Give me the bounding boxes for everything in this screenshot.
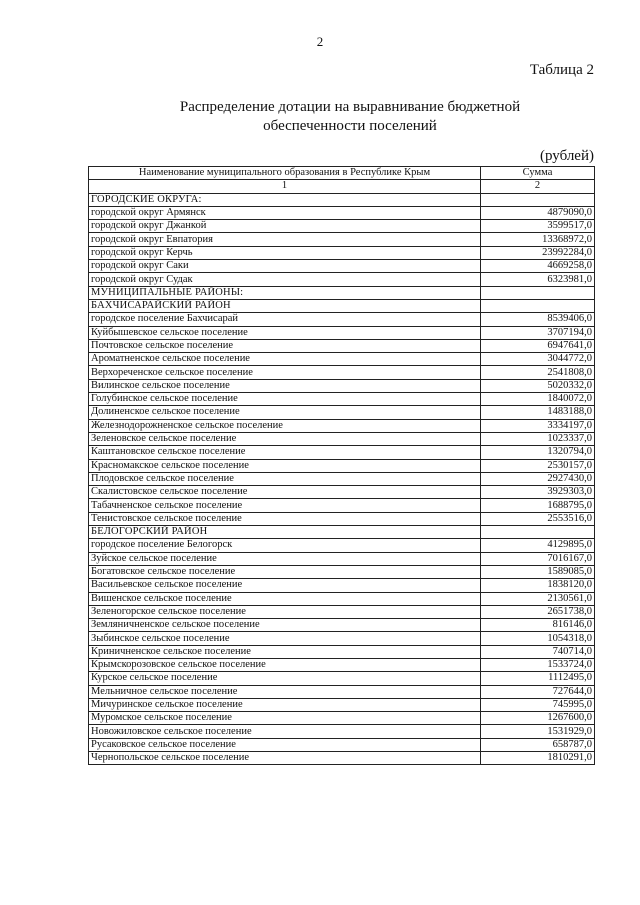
column-number-sum: 2	[481, 180, 595, 193]
subsidy-amount: 3707194,0	[481, 326, 595, 339]
table-row	[89, 619, 595, 632]
table-row	[89, 393, 595, 406]
table-row	[89, 712, 595, 725]
municipality-name: городское поселение Бахчисарай	[89, 313, 481, 326]
table-row	[89, 353, 595, 366]
subsidy-amount: 727644,0	[481, 685, 595, 698]
table-row	[89, 419, 595, 432]
table-row	[89, 366, 595, 379]
subsidy-amount: 1840072,0	[481, 393, 595, 406]
column-header-sum: Сумма	[481, 167, 595, 180]
subsidy-amount: 1589085,0	[481, 565, 595, 578]
page-number: 2	[316, 34, 324, 49]
section-title: БАХЧИСАРАЙСКИЙ РАЙОН	[89, 299, 481, 312]
municipality-name: Голубинское сельское поселение	[89, 393, 481, 406]
table-row	[89, 645, 595, 658]
municipality-name: городской округ Армянск	[89, 206, 481, 219]
table-row	[89, 339, 595, 352]
table-row	[89, 499, 595, 512]
table-row	[89, 379, 595, 392]
municipality-name: Табачненское сельское поселение	[89, 499, 481, 512]
table-row	[89, 605, 595, 618]
table-row	[89, 472, 595, 485]
municipality-name: Богатовское сельское поселение	[89, 565, 481, 578]
subsidy-amount: 4129895,0	[481, 539, 595, 552]
section-title: МУНИЦИПАЛЬНЫЕ РАЙОНЫ:	[89, 286, 481, 299]
municipality-name: Земляничненское сельское поселение	[89, 619, 481, 632]
subsidy-amount: 8539406,0	[481, 313, 595, 326]
subsidy-amount: 6947641,0	[481, 339, 595, 352]
table-row	[89, 539, 595, 552]
municipality-name: Зуйское сельское поселение	[89, 552, 481, 565]
subsidy-amount: 23992284,0	[481, 246, 595, 259]
table-row	[89, 326, 595, 339]
table-row	[89, 592, 595, 605]
section-row	[89, 286, 595, 299]
municipality-name: Русаковское сельское поселение	[89, 738, 481, 751]
subsidy-amount: 1531929,0	[481, 725, 595, 738]
subsidy-amount: 3334197,0	[481, 419, 595, 432]
table-row	[89, 565, 595, 578]
table-row	[89, 246, 595, 259]
table-row	[89, 579, 595, 592]
subsidy-amount: 2130561,0	[481, 592, 595, 605]
municipality-name: Ароматненское сельское поселение	[89, 353, 481, 366]
table-row	[89, 672, 595, 685]
municipality-name: Васильевское сельское поселение	[89, 579, 481, 592]
municipality-name: городской округ Саки	[89, 260, 481, 273]
table-row	[89, 446, 595, 459]
municipality-name: Тенистовское сельское поселение	[89, 512, 481, 525]
document-title	[90, 98, 610, 136]
municipality-name: Верхореченское сельское поселение	[89, 366, 481, 379]
section-sum-cell	[481, 193, 595, 206]
subsidy-amount: 1533724,0	[481, 658, 595, 671]
municipality-name: Куйбышевское сельское поселение	[89, 326, 481, 339]
subsidy-table	[88, 166, 595, 765]
municipality-name: Новожиловское сельское поселение	[89, 725, 481, 738]
municipality-name: Долиненское сельское поселение	[89, 406, 481, 419]
municipality-name: городской округ Джанкой	[89, 220, 481, 233]
section-row	[89, 526, 595, 539]
municipality-name: Зыбинское сельское поселение	[89, 632, 481, 645]
section-sum-cell	[481, 286, 595, 299]
subsidy-amount: 3599517,0	[481, 220, 595, 233]
subsidy-amount: 2541808,0	[481, 366, 595, 379]
table-row	[89, 552, 595, 565]
municipality-name: Криничненское сельское поселение	[89, 645, 481, 658]
municipality-name: Каштановское сельское поселение	[89, 446, 481, 459]
subsidy-amount: 740714,0	[481, 645, 595, 658]
subsidy-amount: 13368972,0	[481, 233, 595, 246]
title-line-1: Распределение дотации на выравнивание бюджетной	[179, 99, 521, 115]
subsidy-amount: 816146,0	[481, 619, 595, 632]
municipality-name: Мичуринское сельское поселение	[89, 698, 481, 711]
municipality-name: Зеленогорское сельское поселение	[89, 605, 481, 618]
table-row	[89, 220, 595, 233]
subsidy-amount: 1054318,0	[481, 632, 595, 645]
table-row	[89, 738, 595, 751]
table-row	[89, 406, 595, 419]
table-row	[89, 459, 595, 472]
section-title: ГОРОДСКИЕ ОКРУГА:	[89, 193, 481, 206]
municipality-name: Вилинское сельское поселение	[89, 379, 481, 392]
subsidy-amount: 1810291,0	[481, 752, 595, 765]
table-row	[89, 725, 595, 738]
subsidy-amount: 1267600,0	[481, 712, 595, 725]
subsidy-amount: 4879090,0	[481, 206, 595, 219]
table-row	[89, 206, 595, 219]
municipality-name: Почтовское сельское поселение	[89, 339, 481, 352]
title-line-2: обеспеченности поселений	[263, 118, 437, 134]
table-row	[89, 752, 595, 765]
subsidy-amount: 4669258,0	[481, 260, 595, 273]
subsidy-amount: 1320794,0	[481, 446, 595, 459]
municipality-name: Крымскорозовское сельское поселение	[89, 658, 481, 671]
municipality-name: Муромское сельское поселение	[89, 712, 481, 725]
municipality-name: Мельничное сельское поселение	[89, 685, 481, 698]
table-row	[89, 632, 595, 645]
column-header-name: Наименование муниципального образования в Республике Крым	[89, 167, 481, 180]
table-row	[89, 233, 595, 246]
municipality-name: городской округ Судак	[89, 273, 481, 286]
table-row	[89, 512, 595, 525]
municipality-name: городской округ Евпатория	[89, 233, 481, 246]
municipality-name: Плодовское сельское поселение	[89, 472, 481, 485]
subsidy-amount: 1023337,0	[481, 432, 595, 445]
municipality-name: Железнодорожненское сельское поселение	[89, 419, 481, 432]
subsidy-amount: 2530157,0	[481, 459, 595, 472]
municipality-name: городской округ Керчь	[89, 246, 481, 259]
section-sum-cell	[481, 526, 595, 539]
subsidy-amount: 3929303,0	[481, 486, 595, 499]
table-row	[89, 698, 595, 711]
table-row	[89, 273, 595, 286]
table-label: Таблица 2	[529, 62, 594, 78]
table-row	[89, 486, 595, 499]
units-label: (рублей)	[539, 148, 594, 164]
table-row	[89, 685, 595, 698]
subsidy-amount: 658787,0	[481, 738, 595, 751]
table-row	[89, 313, 595, 326]
municipality-name: Вишенское сельское поселение	[89, 592, 481, 605]
section-title: БЕЛОГОРСКИЙ РАЙОН	[89, 526, 481, 539]
table-row	[89, 432, 595, 445]
subsidy-amount: 2553516,0	[481, 512, 595, 525]
municipality-name: Скалистовское сельское поселение	[89, 486, 481, 499]
table-row	[89, 658, 595, 671]
municipality-name: городское поселение Белогорск	[89, 539, 481, 552]
section-sum-cell	[481, 299, 595, 312]
subsidy-amount: 5020332,0	[481, 379, 595, 392]
section-row	[89, 299, 595, 312]
subsidy-amount: 2927430,0	[481, 472, 595, 485]
subsidy-amount: 7016167,0	[481, 552, 595, 565]
subsidy-amount: 2651738,0	[481, 605, 595, 618]
subsidy-amount: 1112495,0	[481, 672, 595, 685]
subsidy-amount: 6323981,0	[481, 273, 595, 286]
subsidy-amount: 745995,0	[481, 698, 595, 711]
subsidy-amount: 1688795,0	[481, 499, 595, 512]
subsidy-amount: 1838120,0	[481, 579, 595, 592]
municipality-name: Красномакское сельское поселение	[89, 459, 481, 472]
column-number-row	[89, 180, 595, 193]
municipality-name: Чернопольское сельское поселение	[89, 752, 481, 765]
table-row	[89, 260, 595, 273]
municipality-name: Зеленовское сельское поселение	[89, 432, 481, 445]
header-row	[89, 167, 595, 180]
municipality-name: Курское сельское поселение	[89, 672, 481, 685]
section-row	[89, 193, 595, 206]
column-number-name: 1	[89, 180, 481, 193]
subsidy-amount: 3044772,0	[481, 353, 595, 366]
subsidy-amount: 1483188,0	[481, 406, 595, 419]
